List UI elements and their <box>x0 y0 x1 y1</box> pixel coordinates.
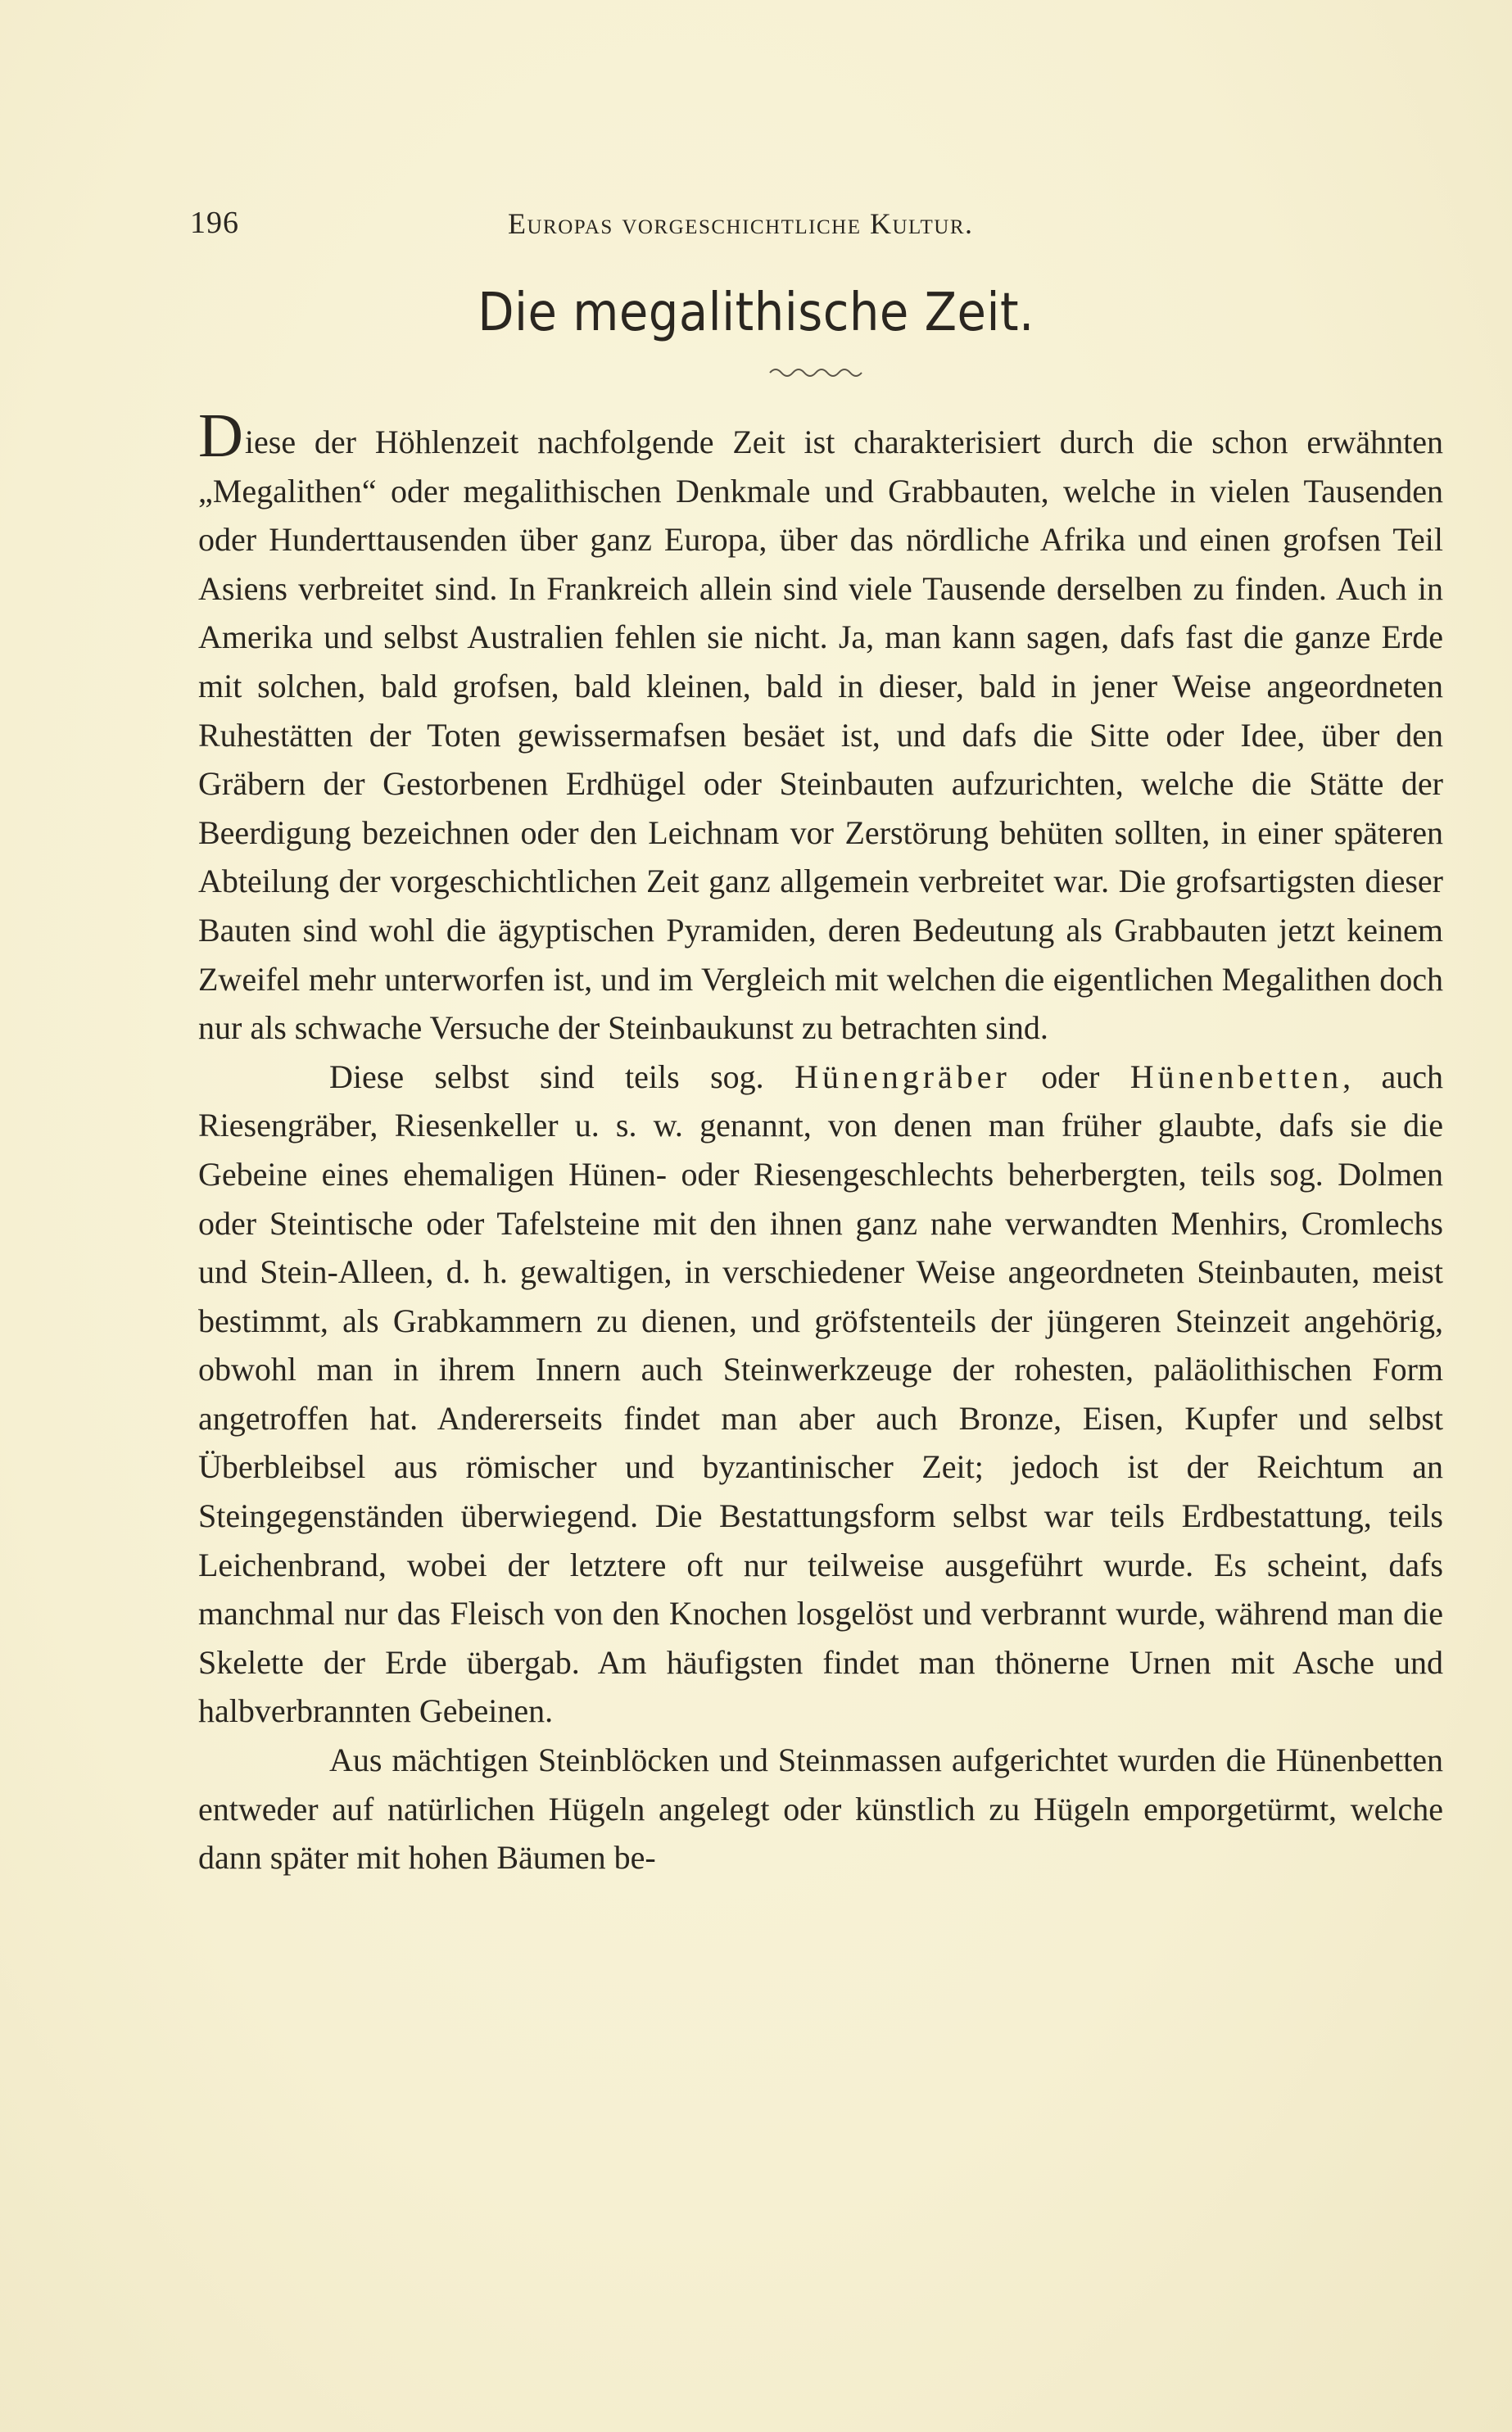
paragraph-2 <box>198 1053 1443 1736</box>
paragraph-3 <box>198 1736 1443 1882</box>
paragraph-2-text-b: oder <box>1010 1057 1130 1095</box>
page-number: 196 <box>190 206 239 240</box>
paragraph-2-text-c: , auch Riesengräber, Riesenkeller u. s. w. genannt, von denen man früher glaubte, dafs sie die Gebeine eines ehemaligen Hünen- oder Riesengeschlechts beherbergten, teils sog. Dolmen oder Steintische oder Tafelsteine mit den ihnen ganz nahe verwandten Menhirs, Cromlechs und Stein-Alleen, d. h. gewaltigen, in verschiedener Weise angeordneten Steinbauten, meist bestimmt, als Grabkammern zu dienen, und gröfstenteils der jüngeren Steinzeit angehörig, obwohl man in ihrem Innern auch Steinwerkzeuge der rohesten, paläolithischen Form angetroffen hat. Andererseits findet man aber auch Bronze, Eisen, Kupfer und selbst Überbleibsel aus römischer und byzantinischer Zeit; jedoch ist der Reichtum an Steingegenständen überwiegend. Die Bestattungsform selbst war teils Erdbestattung, teils Leichenbrand, wobei der letztere oft nur teilweise ausgeführt wurde. Es scheint, dafs manchmal nur das Fleisch von den Knochen losgelöst und verbrannt wurde, während man die Skelette der Erde übergab. Am häufigsten findet man thönerne Urnen mit Asche und halbverbrannten Gebeinen. <box>198 1057 1443 1730</box>
wavy-ornament-icon <box>768 365 867 378</box>
page-header <box>190 205 1456 241</box>
paragraph-1 <box>198 401 1443 1053</box>
paragraph-1-text: iese der Höhlenzeit nachfolgende Zeit ist charakterisiert durch die schon erwähnten „Megalithen“ oder megalithischen Denkmale und Grabbauten, welche in vielen Tausenden oder Hunderttausenden über ganz Europa, über das nördliche Afrika und einen grofsen Teil Asiens verbreitet sind. In Frankreich allein sind viele Tausende derselben zu finden. Auch in Amerika und selbst Australien fehlen sie nicht. Ja, man kann sagen, dafs fast die ganze Erde mit solchen, bald grofsen, bald kleinen, bald in dieser, bald in jener Weise angeordneten Ruhestätten der Toten gewissermafsen besäet ist, und dafs die Sitte oder Idee, über den Gräbern der Gestorbenen Erdhügel oder Steinbauten aufzurichten, welche die Stätte der Beerdigung bezeichnen oder den Leichnam vor Zerstörung behüten sollten, in einer späteren Abteilung der vorgeschichtlichen Zeit ganz allgemein verbreitet war. Die grofsartigsten dieser Bauten sind wohl die ägyptischen Pyramiden, deren Bedeutung als Grabbauten jetzt keinem Zweifel mehr unterworfen ist, und im Vergleich mit welchen die eigentlichen Megalithen doch nur als schwache Versuche der Steinbaukunst zu betrachten sind. <box>198 423 1443 1047</box>
term-huenenbetten: Hünenbetten <box>1129 1057 1343 1095</box>
chapter-title: Die megalithische Zeit. <box>478 283 1034 343</box>
term-huenengraeber: Hünengräber <box>794 1057 1011 1095</box>
drop-cap: D <box>198 401 243 470</box>
paragraph-2-text-a: Diese selbst sind teils sog. <box>329 1057 795 1095</box>
running-head: Europas vorgeschichtliche Kultur. <box>508 207 974 240</box>
paragraph-3-text: Aus mächtigen Steinblöcken und Steinmassen aufgerichtet wurden die Hünenbetten entweder auf natürlichen Hügeln angelegt oder künstlich zu Hügeln emporgetürmt, welche dann später mit hohen Bäumen be- <box>198 1741 1443 1877</box>
body-text <box>198 401 1443 1882</box>
